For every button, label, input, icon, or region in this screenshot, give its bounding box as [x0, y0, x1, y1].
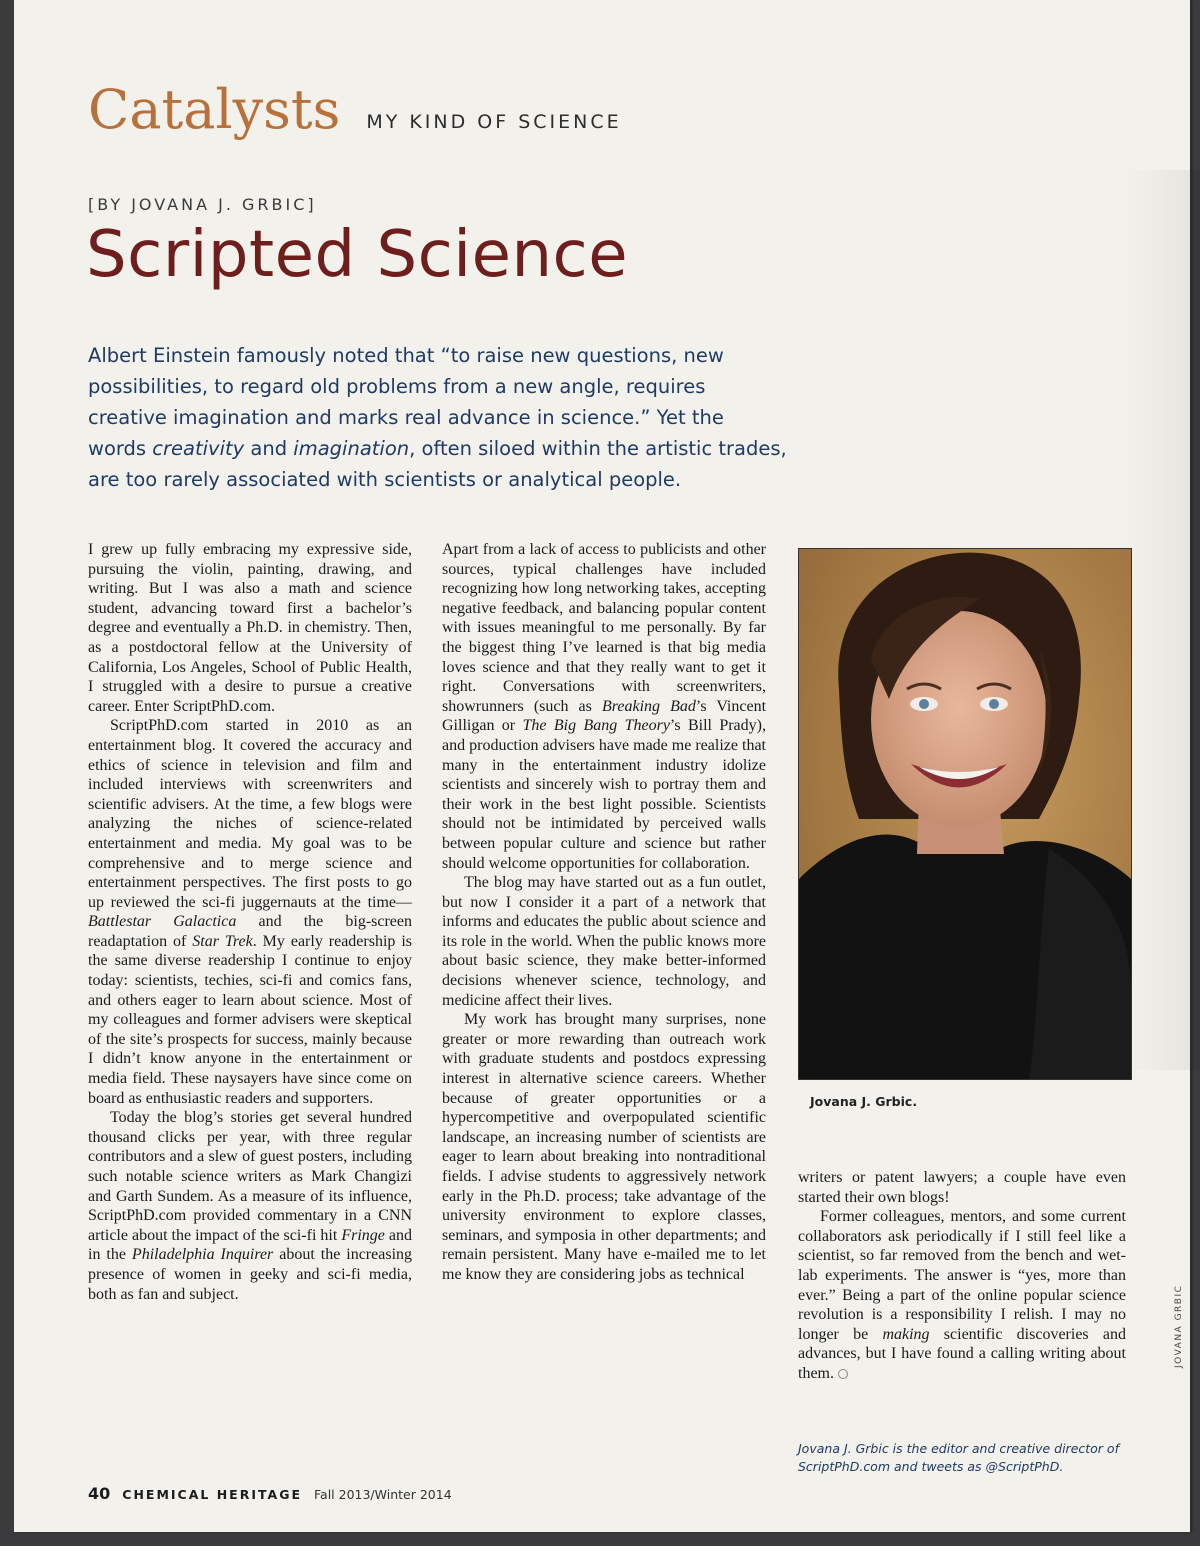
- italic-text: Fringe: [341, 1226, 385, 1244]
- paragraph: [88, 716, 412, 1108]
- text-run: My work has brought many surprises, none greater or more rewarding than outreach work with graduate students and postdocs expressing interest in alternative science careers. Whether because of greater opportunities or a hypercompetitive and overpopulated scientific landscape, an increasing number of scientists are eager to learn about breaking into nontraditional fields. I advise students to aggressively network early in the Ph.D. process; take advantage of the university environment to explore classes, seminars, and symposia in other departments; and remain persistent. Many have e-mailed me to let me know they are considering jobs as technical: [442, 1011, 766, 1283]
- text-run: ’s Bill Prady), and production advisers have made me realize that many in the entertainment industry idolize scientists and sincerely wish to portray them and their work in the best light possible. Scientists should not be intimidated by perceived walls between popular culture and science but rather should welcome opportunities for collaboration.: [442, 717, 766, 872]
- column-2: [442, 540, 766, 1285]
- text-run: Former colleagues, mentors, and some current collaborators ask periodically if I still feel like a scientist, so far removed from the bench and wet-lab experiments. The answer is “yes, more than ever.” Being a part of the online popular science revolution is a responsibility I relish. I may no longer be: [798, 1208, 1126, 1343]
- magazine-name: CHEMICAL HERITAGE: [122, 1487, 302, 1502]
- text-run: I grew up fully embracing my expressive side, pursuing the violin, painting, drawing, and writing. But I was also a math and science student, advancing toward first a bachelor’s degree and eventually a Ph.D. in chemistry. Then, as a postdoctoral fellow at the University of California, Los Angeles, School of Public Health, I struggled with a desire to pursue a creative career. Enter ScriptPhD.com.: [88, 541, 412, 715]
- text-run: and: [244, 437, 294, 460]
- paragraph: [798, 1168, 1126, 1207]
- photo-credit: JOVANA GRBIC: [1174, 1284, 1184, 1368]
- italic-text: Breaking Bad: [601, 697, 696, 715]
- page-number: 40: [88, 1484, 111, 1503]
- column-1: [88, 540, 412, 1304]
- page-footer: [88, 1484, 452, 1503]
- italic-text: imagination: [293, 437, 410, 460]
- italic-text: creativity: [152, 437, 245, 460]
- text-run: ScriptPhD.com started in 2010 as an entertainment blog. It covered the accuracy and ethics of science in television and film and included interviews with screenwriters and scientific advisers. At the time, a few blogs were analyzing the niches of science-related entertainment and media. My goal was to be comprehensive and to merge science and entertainment perspectives. The first posts to go up reviewed the sci-fi juggernauts at the time—: [88, 717, 412, 911]
- text-run: and the big-screen readaptation of: [88, 913, 413, 950]
- text-run: Apart from a lack of access to publicists and other sources, typical challenges have included recognizing how long networking takes, accepting negative feedback, and balancing popular content with issues meaningful to me personally. By far the biggest thing I’ve learned is that big media loves science and that they really want to get it right. Conversations with screenwriters, showrunners (such as: [442, 541, 766, 715]
- text-run: and in the: [88, 1226, 412, 1264]
- italic-text: making: [882, 1325, 930, 1343]
- article-title: Scripted Science: [86, 218, 629, 292]
- text-run: Albert Einstein famously noted that “to raise new questions, new possibilities, to regard old problems from a new angle, requires creative imagination and marks real advance in science.” Yet the words: [88, 344, 724, 460]
- italic-text: Battlestar Galactica: [88, 913, 237, 931]
- paragraph: [798, 1207, 1126, 1383]
- issue-date: Fall 2013/Winter 2014: [314, 1487, 452, 1502]
- portrait-image: [799, 549, 1131, 1079]
- text-run: Today the blog’s stories get several hundred thousand clicks per year, with three regular contributors and a slew of guest posters, including such notable science writers as Mark Changizi and Garth Sundem. As a measure of its influence, ScriptPhD.com provided commentary in a CNN article about the impact of the sci-fi hit: [88, 1109, 412, 1244]
- author-photo: [798, 548, 1132, 1080]
- paragraph: [442, 540, 766, 873]
- text-run: ’s Vincent Gilligan or: [442, 697, 767, 735]
- end-mark-icon: [838, 1369, 848, 1379]
- magazine-page: [14, 0, 1190, 1532]
- text-run: The blog may have started out as a fun outlet, but now I consider it a part of a network that informs and educates the public about science and its role in the world. When the public knows more about basic science, they make better-informed decisions whenever science, technology, and medicine affect their lives.: [442, 874, 766, 1009]
- text-run: , often siloed within the artistic trades, are too rarely associated with scientists or analytical people.: [88, 437, 787, 491]
- text-run: about the increasing presence of women in geeky and sci-fi media, both as fan and subject.: [88, 1246, 413, 1303]
- italic-text: Star Trek: [192, 932, 253, 950]
- column-3: [798, 1168, 1126, 1384]
- italic-text: Philadelphia Inquirer: [131, 1246, 274, 1264]
- page-shadow: [1124, 170, 1200, 1070]
- paragraph: [442, 1010, 766, 1284]
- text-run: writers or patent lawyers; a couple have even started their own blogs!: [798, 1169, 1126, 1206]
- italic-text: The Big Bang Theory: [522, 717, 670, 735]
- section-header: [88, 78, 622, 148]
- text-run: . My early readership is the same diverse readership I continue to enjoy today: scientists, techies, sci-fi and comics fans, and others eager to learn about science. Most of my colleagues and former advisers were skeptical of the site’s prospects for success, mainly because I didn’t know anyone in the entertainment or media field. These naysayers have since come on board as enthusiastic readers and supporters.: [88, 932, 412, 1107]
- author-bio: Jovana J. Grbic is the editor and creative director of ScriptPhD.com and tweets as @ScriptPhD.: [798, 1441, 1119, 1474]
- lede-paragraph: [88, 340, 788, 495]
- section-subtitle: MY KIND OF SCIENCE: [366, 111, 622, 133]
- paragraph: [88, 1108, 412, 1304]
- section-name: Catalysts: [88, 78, 341, 141]
- paragraph: [442, 873, 766, 1010]
- byline: [BY JOVANA J. GRBIC]: [88, 195, 317, 214]
- paragraph: [88, 540, 412, 716]
- photo-caption: Jovana J. Grbic.: [810, 1094, 918, 1109]
- text-run: scientific discoveries and advances, but I have found a calling writing about them.: [798, 1325, 1126, 1382]
